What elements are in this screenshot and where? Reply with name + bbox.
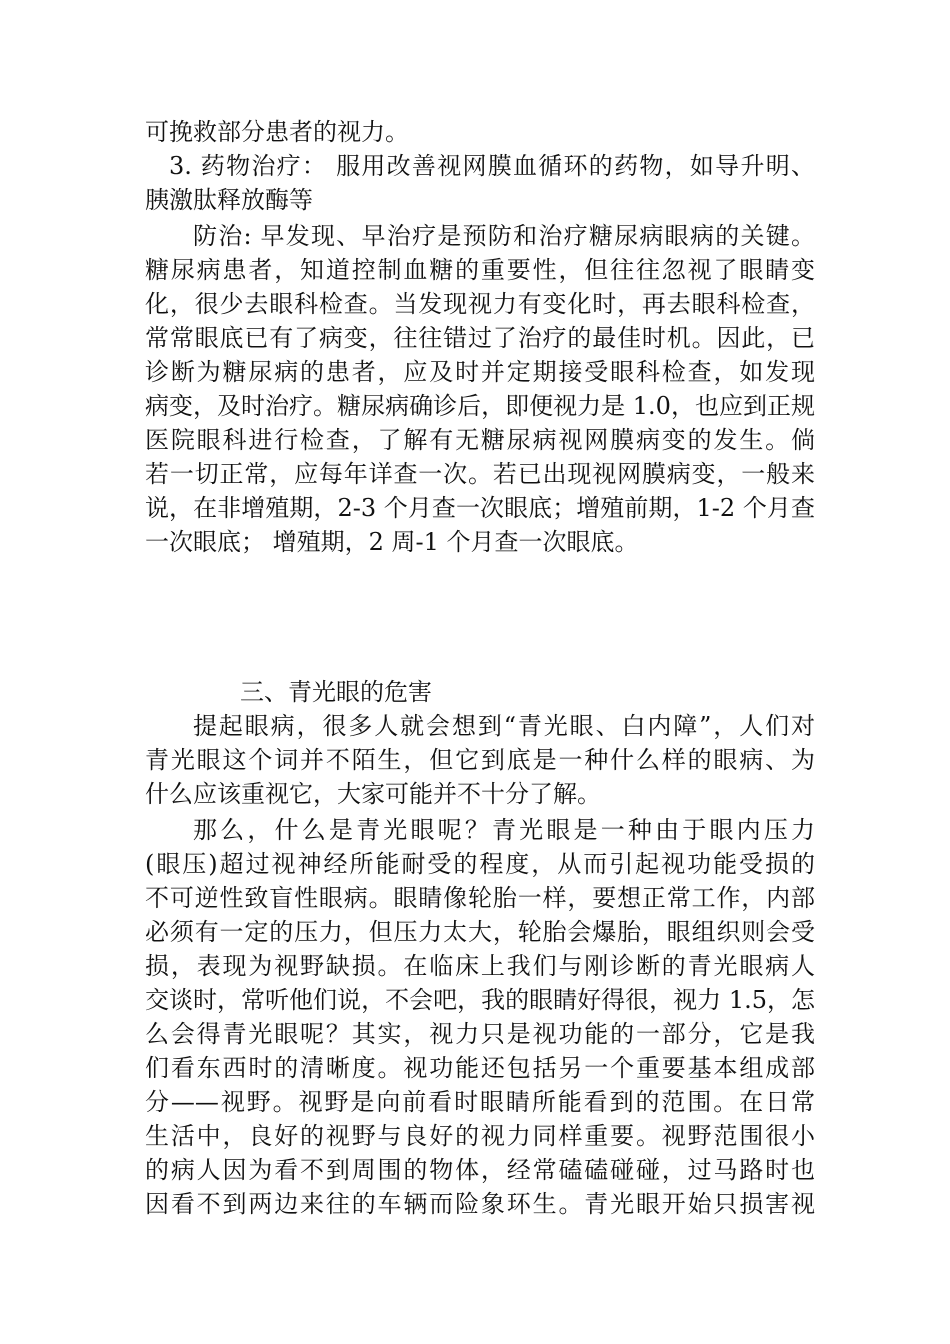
paragraph-line: 们看东西时的清晰度。视功能还包括另一个重要基本组成部 [145, 1054, 815, 1082]
paragraph-line: 交谈时，常听他们说，不会吧，我的眼睛好得很，视力 1.5，怎 [145, 986, 815, 1014]
paragraph-line: 什么应该重视它，大家可能并不十分了解。 [145, 780, 601, 808]
paragraph-line: 说，在非增殖期，2-3 个月查一次眼底；增殖前期，1-2 个月查 [145, 494, 815, 522]
paragraph-line: 因看不到两边来往的车辆而险象环生。青光眼开始只损害视 [145, 1190, 815, 1218]
paragraph-line: (眼压)超过视神经所能耐受的程度，从而引起视功能受损的 [145, 850, 815, 878]
paragraph-line: 一次眼底； 增殖期，2 周-1 个月查一次眼底。 [145, 528, 639, 556]
paragraph-line: 糖尿病患者，知道控制血糖的重要性，但往往忽视了眼睛变 [145, 256, 815, 284]
paragraph-line: 病变，及时治疗。糖尿病确诊后，即便视力是 1.0，也应到正规 [145, 392, 815, 420]
paragraph-line: 青光眼这个词并不陌生，但它到底是一种什么样的眼病、为 [145, 746, 815, 774]
paragraph-line: 生活中，良好的视野与良好的视力同样重要。视野范围很小 [145, 1122, 815, 1150]
paragraph-line: 防治: 早发现、早治疗是预防和治疗糖尿病眼病的关键。 [193, 222, 815, 250]
paragraph-line: 诊断为糖尿病的患者，应及时并定期接受眼科检查，如发现 [145, 358, 815, 386]
paragraph-line: 常常眼底已有了病变，往往错过了治疗的最佳时机。因此，已 [145, 324, 815, 352]
paragraph-line: 可挽救部分患者的视力。 [145, 118, 409, 146]
paragraph-line: 提起眼病，很多人就会想到“青光眼、白内障”，人们对 [193, 712, 815, 740]
paragraph-line: 化，很少去眼科检查。当发现视力有变化时，再去眼科检查， [145, 290, 815, 318]
paragraph-line: 那么，什么是青光眼呢？青光眼是一种由于眼内压力 [193, 816, 815, 844]
paragraph-line: 么会得青光眼呢？其实，视力只是视功能的一部分，它是我 [145, 1020, 815, 1048]
paragraph-line: 必须有一定的压力，但压力太大，轮胎会爆胎，眼组织则会受 [145, 918, 815, 946]
paragraph-line: 分——视野。视野是向前看时眼睛所能看到的范围。在日常 [145, 1088, 815, 1116]
paragraph-line: 的病人因为看不到周围的物体，经常磕磕碰碰，过马路时也 [145, 1156, 815, 1184]
paragraph-line: 不可逆性致盲性眼病。眼睛像轮胎一样，要想正常工作，内部 [145, 884, 815, 912]
list-item-line: 3. 药物治疗： 服用改善视网膜血循环的药物，如导升明、 [169, 152, 815, 180]
paragraph-line: 损，表现为视野缺损。在临床上我们与刚诊断的青光眼病人 [145, 952, 815, 980]
paragraph-line: 医院眼科进行检查，了解有无糖尿病视网膜病变的发生。倘 [145, 426, 815, 454]
paragraph-line: 若一切正常，应每年详查一次。若已出现视网膜病变，一般来 [145, 460, 815, 488]
section-heading: 三、青光眼的危害 [240, 678, 432, 706]
list-item-line: 胰激肽释放酶等 [145, 186, 313, 214]
